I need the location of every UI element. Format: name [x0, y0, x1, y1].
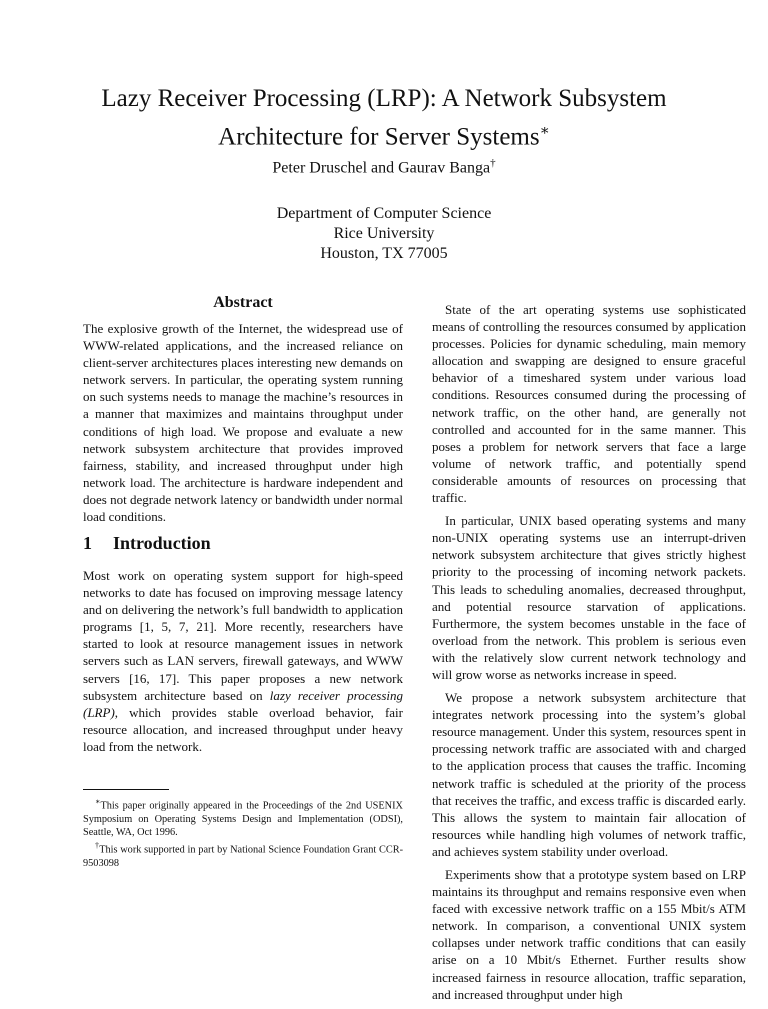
authors-footnote-mark: † — [490, 157, 496, 169]
intro-text-before: Most work on operating system support for high-speed networks to date has focused on improving message latency and on delivering the network’s full bandwidth to application programs [1, 5, 7, 21]. More recently, researchers have started to look at resource management issues in network servers such as LAN servers, firewall gateways, and WWW servers [16, 17]. This paper proposes a new network subsystem architecture based on — [83, 568, 403, 703]
author-names: Peter Druschel and Gaurav Banga — [272, 159, 491, 177]
body-paragraph: We propose a network subsystem architecture that integrates network processing into the system’s global resource management. Under this system, resources spent in processing network traffic are associated with and charged to the application process that causes the traffic. Incoming network traffic is scheduled at the priority of the process that receives the traffic, and excess traffic is discarded early. This allows the system to maintain fair allocation of resources while handling high volumes of network traffic, and achieves system stability under overload. — [432, 690, 746, 859]
title-footnote-mark: ∗ — [539, 123, 550, 139]
introduction-paragraph — [83, 567, 403, 755]
authors — [60, 157, 708, 177]
footnote-2 — [83, 839, 403, 870]
title-line-2-text: Architecture for Server Systems — [218, 123, 540, 151]
footnote-2-mark: † — [95, 841, 100, 851]
footnote-divider — [83, 789, 169, 790]
affiliation — [60, 204, 708, 264]
footnotes — [83, 795, 403, 870]
right-column — [432, 301, 746, 1009]
abstract-heading: Abstract — [213, 294, 273, 311]
abstract-text: The explosive growth of the Internet, the widespread use of WWW-related applications, and the increased reliance on client-server architectures places interesting new demands on network servers. In particular, the operating system running on such systems needs to manage the machine’s resources in a manner that maximizes and maintains throughput under conditions of high load. We propose and evaluate a new network subsystem architecture that provides improved fairness, stability, and increased throughput under high network load. The architecture is hardware independent and does not degrade network latency or bandwidth under normal load conditions. — [83, 321, 403, 525]
section-title: Introduction — [113, 533, 211, 553]
body-paragraph: State of the art operating systems use sophisticated means of controlling the resources consumed by application processes. Policies for dynamic scheduling, main memory allocation and swapping are designed to ensure graceful behavior of a timeshared system under various load conditions. Resources consumed during the processing of network traffic, on the other hand, are generally not controlled and accounted for in the same manner. This poses a problem for network servers that face a large volume of network traffic, and potentially spend considerable amounts of resources on processing that traffic. — [432, 302, 746, 506]
section-heading-introduction — [83, 533, 403, 554]
footnote-1-mark: ∗ — [95, 797, 101, 806]
title-line-2 — [60, 115, 708, 153]
title-line-1: Lazy Receiver Processing (LRP): A Network Subsystem — [101, 85, 667, 112]
intro-text-after: , which provides stable overload behavior, fair resource allocation, and increased throughput under heavy load from the network. — [83, 704, 403, 754]
footnote-1-text: This paper originally appeared in the Proceedings of the 2nd USENIX Symposium on Operating Systems Design and Implementation (ODSI), Seattle, WA, Oct 1996. — [83, 800, 403, 838]
affiliation-dept: Department of Computer Science — [276, 205, 492, 222]
body-paragraph: In particular, UNIX based operating systems and many non-UNIX operating systems use an interrupt-driven network subsystem architecture that gives strictly highest priority to the processing of incoming network packets. This leads to scheduling anomalies, decreased throughput, and potential resource starvation of applications. Furthermore, the system becomes unstable in the face of overload from the network. This problem is serious even with the relatively slow current network technology and will grow worse as networks increase in speed. — [432, 513, 746, 682]
intro-text-italic: lazy receiver processing (LRP) — [83, 687, 403, 720]
body-paragraph: Experiments show that a prototype system based on LRP maintains its throughput and remains responsive even when faced with excessive network traffic on a 155 Mbit/s ATM network. In comparison, a conventional UNIX system collapses under network traffic conditions that can easily arise on a 10 Mbit/s Ethernet. Further results show increased fairness in resource allocation, traffic separation, and increased throughput under high — [432, 867, 746, 1002]
footnote-1 — [83, 795, 403, 839]
section-number: 1 — [83, 533, 92, 553]
paper-title — [60, 82, 708, 153]
affiliation-univ: Rice University — [333, 225, 435, 242]
affiliation-city: Houston, TX 77005 — [320, 245, 448, 262]
footnote-2-text: This work supported in part by National Science Foundation Grant CCR-9503098 — [83, 844, 403, 869]
